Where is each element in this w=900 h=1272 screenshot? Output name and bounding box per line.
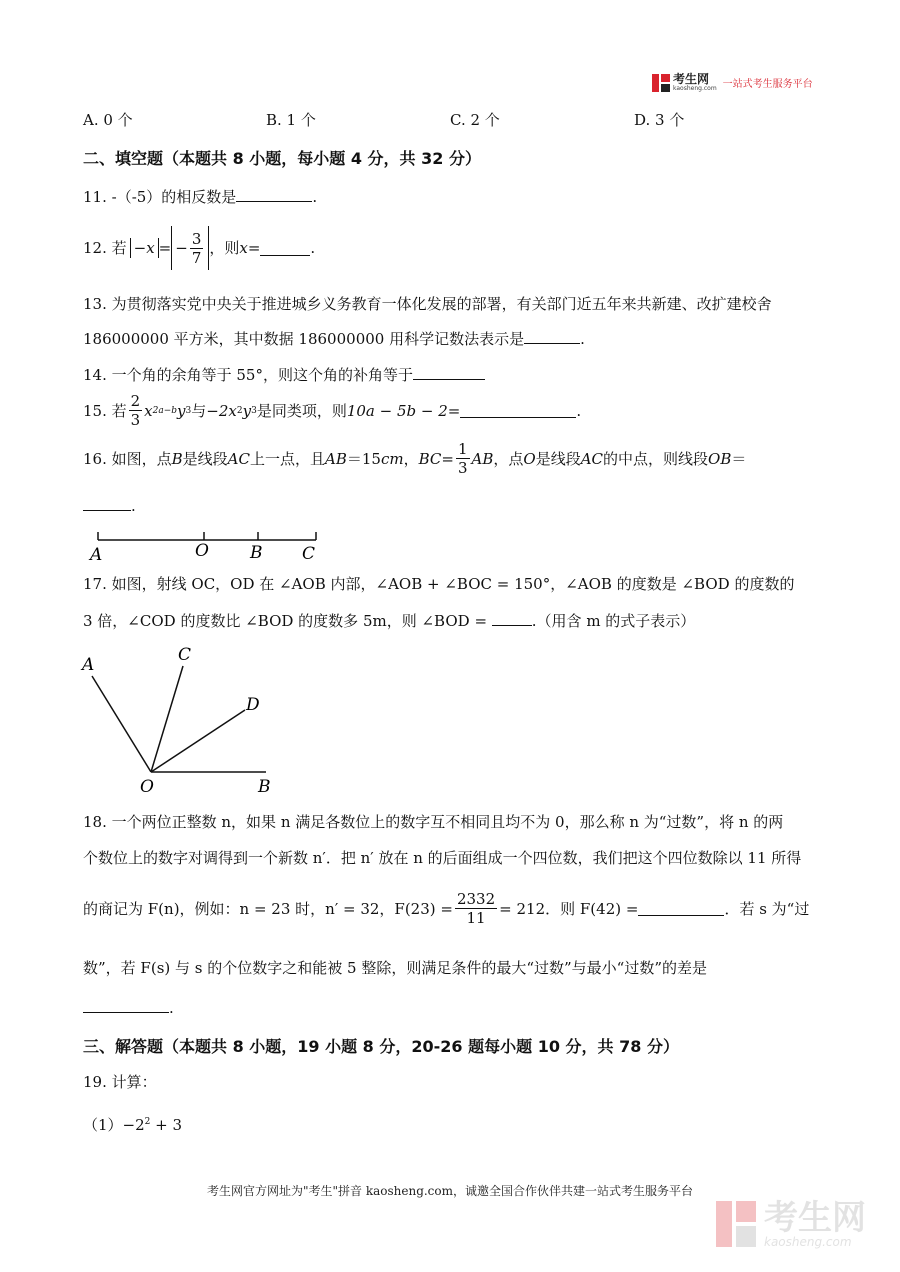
q19-part1-pre: （1）−2 [83, 1116, 145, 1134]
question-17-line1: 17. 如图，射线 OC，OD 在 ∠AOB 内部，∠AOB + ∠BOC = 150°，∠AOB 的度数是 ∠BOD 的度数的 [83, 575, 795, 593]
q18-blank2 [83, 998, 169, 1013]
q16-ab: AB [325, 449, 347, 468]
question-19-part1 [83, 1112, 182, 1135]
q15-yexp1: 3 [185, 405, 192, 416]
q18-den: 11 [466, 909, 486, 927]
q12-mid: ，则 [209, 239, 240, 257]
question-14 [83, 365, 485, 385]
ray-oc [151, 666, 183, 772]
q17-line2-post: .（用含 m 的式子表示） [531, 612, 696, 630]
section-2-title: 二、填空题（本题共 8 小题，每小题 4 分，共 32 分） [83, 149, 481, 168]
label-c: C [302, 544, 316, 564]
q18-end: . [169, 999, 174, 1017]
q16-num: 1 [457, 440, 468, 458]
question-17-line2 [83, 611, 695, 631]
question-12 [83, 226, 315, 270]
q18-line3-pre: 的商记为 F(n)，例如：n = 23 时，n′ = 32，F(23) = [83, 899, 453, 918]
label-a: A [90, 545, 103, 564]
q18-line3-post: ．若 s 为“过 [724, 899, 810, 918]
q15-num: 2 [130, 392, 141, 410]
q16-blank [83, 496, 131, 511]
q16-ab2: AB [471, 449, 494, 468]
q15-pre: 15. 若 [83, 401, 127, 420]
label-o: O [195, 541, 209, 561]
q18-blank1 [638, 901, 724, 916]
q11-text: 11. -（-5）的相反数是 [83, 188, 237, 206]
q15-x1: x [144, 401, 153, 420]
q12-end: . [310, 239, 316, 257]
q16-ac: AC [227, 449, 250, 468]
header-logo [652, 73, 813, 92]
q12-eq: = [158, 239, 172, 257]
label-b: B [258, 777, 271, 797]
q11-end: . [312, 188, 318, 206]
q13-blank [524, 329, 580, 344]
q16-eq: = [441, 449, 454, 468]
label-d: D [246, 695, 260, 715]
figure-17-angles [78, 640, 288, 800]
watermark [716, 1200, 866, 1248]
q12-num: 3 [191, 229, 202, 248]
question-18-line5 [83, 998, 174, 1018]
q16-t6: 是线段 [535, 449, 581, 468]
q15-expr: 10a − 5b − 2 [346, 401, 448, 420]
figure-16-segment [80, 522, 330, 564]
q16-den: 3 [457, 459, 468, 477]
q12-abs-x: −x [130, 238, 159, 258]
question-15 [83, 392, 581, 429]
q14-blank [413, 365, 485, 380]
q12-eq2: = [247, 239, 261, 257]
question-19-title: 19. 计算： [83, 1073, 157, 1091]
q15-exp2: 2 [236, 405, 243, 416]
q17-blank [492, 611, 532, 626]
section-3-title: 三、解答题（本题共 8 小题，19 小题 8 分，20-26 题每小题 10 分，共 78 分） [83, 1037, 679, 1056]
ray-od [151, 710, 245, 772]
question-18-line4: 数”，若 F(s) 与 s 的个位数字之和能被 5 整除，则满足条件的最大“过数”与最小“过数”的差是 [83, 959, 708, 977]
q15-blank [460, 403, 576, 418]
option-a: A. 0 个 [83, 111, 133, 129]
logo-en: kaosheng.com [673, 85, 717, 92]
q18-line3-mid: = 212．则 F(42) = [499, 899, 639, 918]
watermark-logo-icon [716, 1201, 756, 1247]
ray-oa [92, 676, 151, 772]
question-13-line1: 13. 为贯彻落实党中央关于推进城乡义务教育一体化发展的部署，有关部门近五年来共新建、改扩建校舍 [83, 295, 772, 313]
label-a: A [82, 655, 95, 675]
q16-t3: ＝15 [346, 449, 381, 468]
q15-mid: 与 [191, 401, 207, 420]
q15-exp1: 2a−b [152, 405, 178, 416]
q15-yexp2: 3 [251, 405, 257, 416]
q16-o: O [523, 449, 536, 468]
q16-t8: ＝ [731, 449, 747, 468]
q19-part1-post: + 3 [150, 1116, 183, 1134]
watermark-en: kaosheng.com [764, 1235, 852, 1249]
q16-bc: BC [418, 449, 442, 468]
label-c: C [178, 645, 192, 665]
q16-t7: 的中点，则线段 [603, 449, 709, 468]
q16-cm: cm [380, 449, 404, 468]
q15-end: . [576, 401, 582, 420]
q16-t1: 是线段 [182, 449, 228, 468]
question-16 [83, 440, 746, 477]
footer-text: 考生网官方网址为"考生"拼音 kaosheng.com，诚邀全国合作伙伴共建一站式考生服务平台 [206, 1184, 694, 1198]
q16-ob: OB [708, 449, 732, 468]
logo-cn: 考生网 [673, 72, 710, 86]
q16-t2: 上一点，且 [249, 449, 325, 468]
q16-b: B [171, 449, 183, 468]
q16-t5: ，点 [493, 449, 524, 468]
option-b: B. 1 个 [266, 111, 316, 129]
question-13-line2 [83, 329, 585, 349]
logo-slogan: 一站式考生服务平台 [722, 79, 813, 90]
q14-text: 14. 一个角的余角等于 55°，则这个角的补角等于 [83, 366, 413, 384]
q15-post: 是同类项，则 [256, 401, 347, 420]
question-18-line3 [83, 890, 809, 927]
question-16-line2 [83, 496, 136, 516]
q12-den: 7 [191, 248, 202, 267]
logo-icon [652, 74, 670, 92]
q15-y2: y [242, 401, 252, 420]
q11-blank [236, 187, 312, 202]
q15-den: 3 [130, 411, 141, 429]
question-18-line1: 18. 一个两位正整数 n，如果 n 满足各数位上的数字互不相同且均不为 0，那么称 n 为“过数”，将 n 的两 [83, 813, 784, 831]
q18-num: 2332 [456, 890, 496, 908]
question-18-line2: 个数位上的数字对调得到一个新数 n′．把 n′ 放在 n 的后面组成一个四位数，我们把这个四位数除以 11 所得 [83, 849, 802, 867]
q16-ac2: AC [580, 449, 604, 468]
question-11 [83, 187, 317, 207]
option-d: D. 3 个 [634, 111, 685, 129]
q12-var: x [239, 239, 248, 257]
q15-term2: −2x [206, 401, 237, 420]
q12-blank [260, 241, 310, 256]
label-b: B [250, 543, 263, 563]
q15-eq: = [447, 401, 461, 420]
q16-t4: ， [403, 449, 419, 468]
label-o: O [140, 777, 154, 797]
q19-exp: 2 [144, 1117, 151, 1127]
q15-y1: y [177, 401, 186, 420]
q13-end: . [580, 330, 585, 348]
q16-pre: 16. 如图，点 [83, 449, 172, 468]
q12-abs-frac [171, 226, 209, 270]
q17-line2-pre: 3 倍，∠COD 的度数比 ∠BOD 的度数多 5m，则 ∠BOD = [83, 612, 492, 630]
option-c: C. 2 个 [450, 111, 500, 129]
q16-end: . [131, 497, 136, 515]
watermark-cn: 考生网 [764, 1198, 866, 1238]
q12-minus: − [175, 239, 188, 257]
q13-line2: 186000000 平方米，其中数据 186000000 用科学记数法表示是 [83, 330, 525, 348]
q12-pre: 12. 若 [83, 239, 127, 257]
